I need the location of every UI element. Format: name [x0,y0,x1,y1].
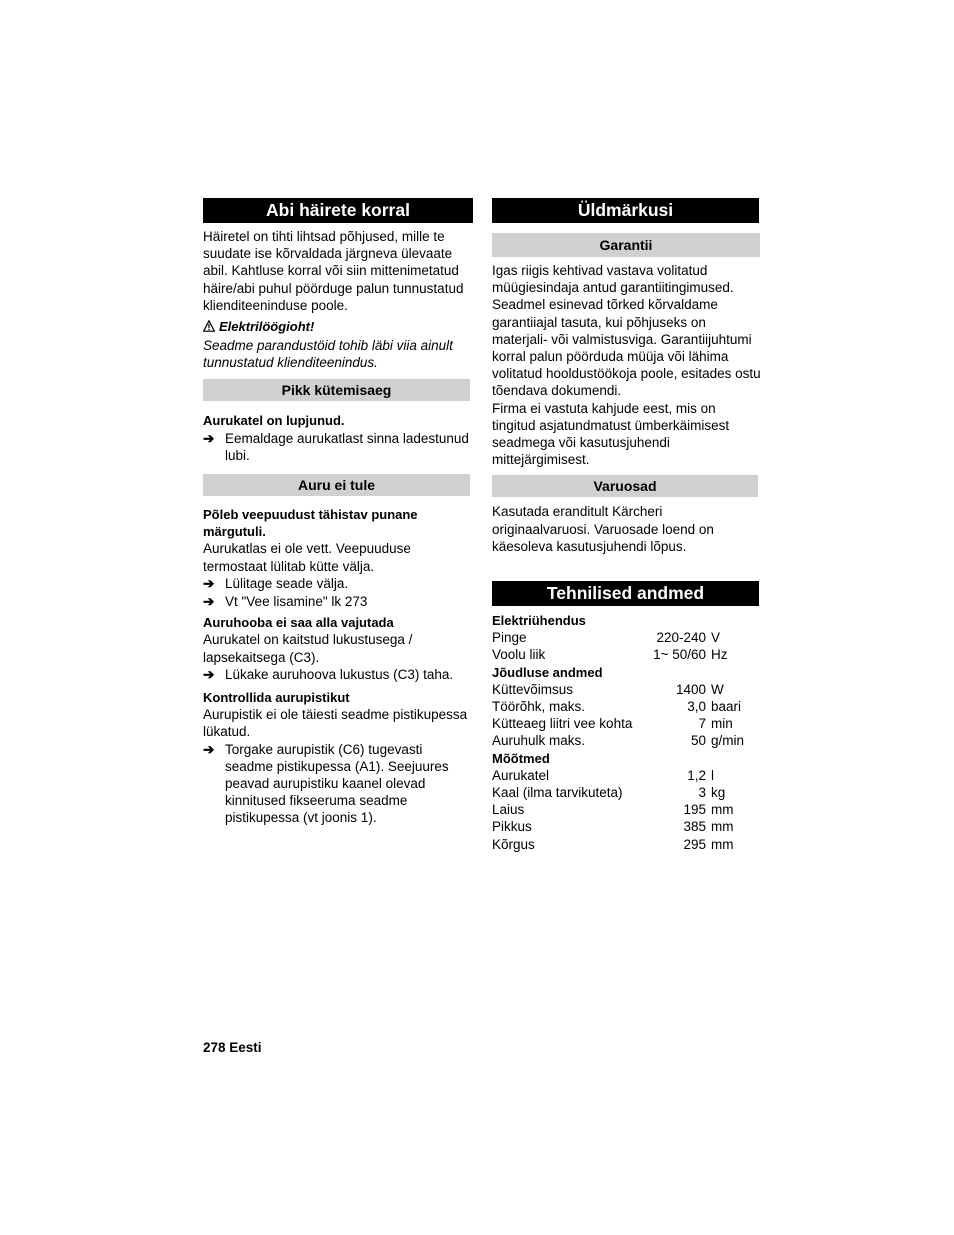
spec-label: Laius [492,802,525,818]
technical-data-table [492,612,754,853]
warranty-text: Igas riigis kehtivad vastava volitatud müügiesindaja antud garantiitingimused. Seadmel esinevad tõrked kõrvaldame garantiiajal tasuta, kui põhjuseks on materjali- või valmistusviga. Garantiijuhtumi korral palun pöörduda müüja või lähima volitatud hooldustöökoja poole, esitades ostu tõendava dokumendi. [492,263,761,399]
warning-title-row [203,318,473,335]
no-steam-heading: Auru ei tule [203,474,470,496]
troubleshooting-intro: Häiretel on tihti lihtsad põhjused, mille te suudate ise kõrvaldada järgneva ülevaate abil. Kahtluse korral või siin mittenimetatud häire/abi puhul pöörduge palun tunnustatud klienditeeninduse poole. [203,229,464,313]
warning-triangle-icon [203,320,215,332]
cause-lever-locked: Auruhooba ei saa alla vajutada [203,615,394,631]
long-heating-heading: Pikk kütemisaeg [203,379,470,401]
spec-group-electrical [492,612,754,629]
arrow-right-icon: ➔ [203,430,215,446]
cause-water-light-text: Aurukatlas ei ole vett. Veepuuduse termostaat lülitab kütte välja. [203,541,411,574]
spec-unit: kg [711,785,726,801]
troubleshooting-heading: Abi häirete korral [203,198,473,223]
spec-row [492,681,754,698]
spec-label: Pinge [492,630,527,646]
spec-value: 1400 [675,681,706,697]
cause-lever-locked-text: Aurukatel on kaitstud lukustusega / lapsekaitsega (C3). [203,632,413,665]
spec-row [492,698,754,715]
action-see-water-filling [203,593,473,610]
spec-row [492,732,754,749]
right-column [492,198,762,853]
spec-value: 295 [683,836,706,852]
spec-unit: Hz [711,647,728,663]
general-notes-heading: Üldmärkusi [492,198,759,223]
spec-label: Küttevõimsus [492,681,574,697]
spec-value: 385 [683,819,706,835]
spare-parts-text: Kasutada eranditult Kärcheri originaalvaruosi. Varuosade loend on käesoleva kasutusjuhendi lõpus. [492,504,714,554]
arrow-right-icon: ➔ [203,666,215,682]
spec-group-dimensions [492,750,754,767]
spec-unit: baari [711,699,742,715]
spec-row [492,629,754,646]
action-text: Vt "Vee lisamine" lk 273 [225,594,368,610]
spec-row [492,646,754,663]
spec-unit: g/min [711,733,745,749]
spec-value: 195 [683,802,706,818]
arrow-right-icon: ➔ [203,594,215,610]
arrow-right-icon: ➔ [203,741,215,757]
left-column [203,198,473,827]
spec-unit: V [711,630,721,646]
action-text: Lülitage seade välja. [225,575,349,591]
spec-row [492,784,754,801]
spec-group-label: Elektriühendus [492,613,586,629]
spec-value: 50 [690,733,706,749]
action-insert-plug [203,741,473,827]
spec-row [492,836,754,853]
action-remove-limescale [203,430,473,464]
spare-parts-heading: Varuosad [492,475,758,497]
spec-label: Auruhulk maks. [492,733,586,749]
action-text: Eemaldage aurukatlast sinna ladestunud lubi. [225,430,469,463]
action-text: Torgake aurupistik (C6) tugevasti seadme pistikupessa (A1). Seejuures peavad aurupistiku kaanel olevad kinnitused fikseeruma seadme pistikupessa (vt joonis 1). [225,741,449,826]
technical-data-heading: Tehnilised andmed [492,581,759,606]
warranty-liability-text: Firma ei vastuta kahjude eest, mis on tingitud asjatundmatust ümberkäimisest seadmega või kasutusjuhendi mittejärgimisest. [492,400,730,468]
spec-label: Voolu liik [492,647,546,663]
action-unlock-lever [203,666,473,683]
page-footer: 278 Eesti [203,1040,262,1055]
warranty-heading: Garantii [492,233,760,257]
warning-title: Elektrilöögioht! [219,319,315,335]
spec-unit: mm [711,819,734,835]
cause-water-light: Põleb veepuudust tähistav punane märgutuli. [203,507,418,540]
spec-row [492,818,754,835]
spec-row [492,767,754,784]
spec-unit: mm [711,836,734,852]
cause-limescale: Aurukatel on lupjunud. [203,413,345,429]
arrow-right-icon: ➔ [203,575,215,591]
spec-label: Kaal (ilma tarvikuteta) [492,785,623,801]
spec-row [492,715,754,732]
spec-value: 1,2 [687,767,706,783]
spec-label: Pikkus [492,819,532,835]
spec-label: Kõrgus [492,836,535,852]
cause-steam-plug: Kontrollida aurupistikut [203,690,350,706]
spec-value: 3 [698,785,706,801]
spec-label: Kütteaeg liitri vee kohta [492,716,633,732]
spec-value: 1~ 50/60 [653,647,706,663]
spec-row [492,801,754,818]
spec-value: 3,0 [687,699,706,715]
action-switch-off [203,575,473,592]
action-text: Lükake auruhoova lukustus (C3) taha. [225,666,454,682]
cause-steam-plug-text: Aurupistik ei ole täiesti seadme pistikupessa lükatud. [203,707,468,740]
warning-text: Seadme parandustöid tohib läbi viia ainult tunnustatud klienditeenindus. [203,338,453,371]
spec-group-label: Jõudluse andmed [492,664,603,680]
spec-unit: l [711,767,714,783]
spec-value: 220-240 [656,630,706,646]
spec-group-performance [492,664,754,681]
spec-unit: min [711,716,733,732]
spec-unit: W [711,681,724,697]
spec-unit: mm [711,802,734,818]
spec-group-label: Mõõtmed [492,750,550,766]
spec-label: Töörõhk, maks. [492,699,586,715]
spec-label: Aurukatel [492,767,550,783]
spec-value: 7 [698,716,706,732]
